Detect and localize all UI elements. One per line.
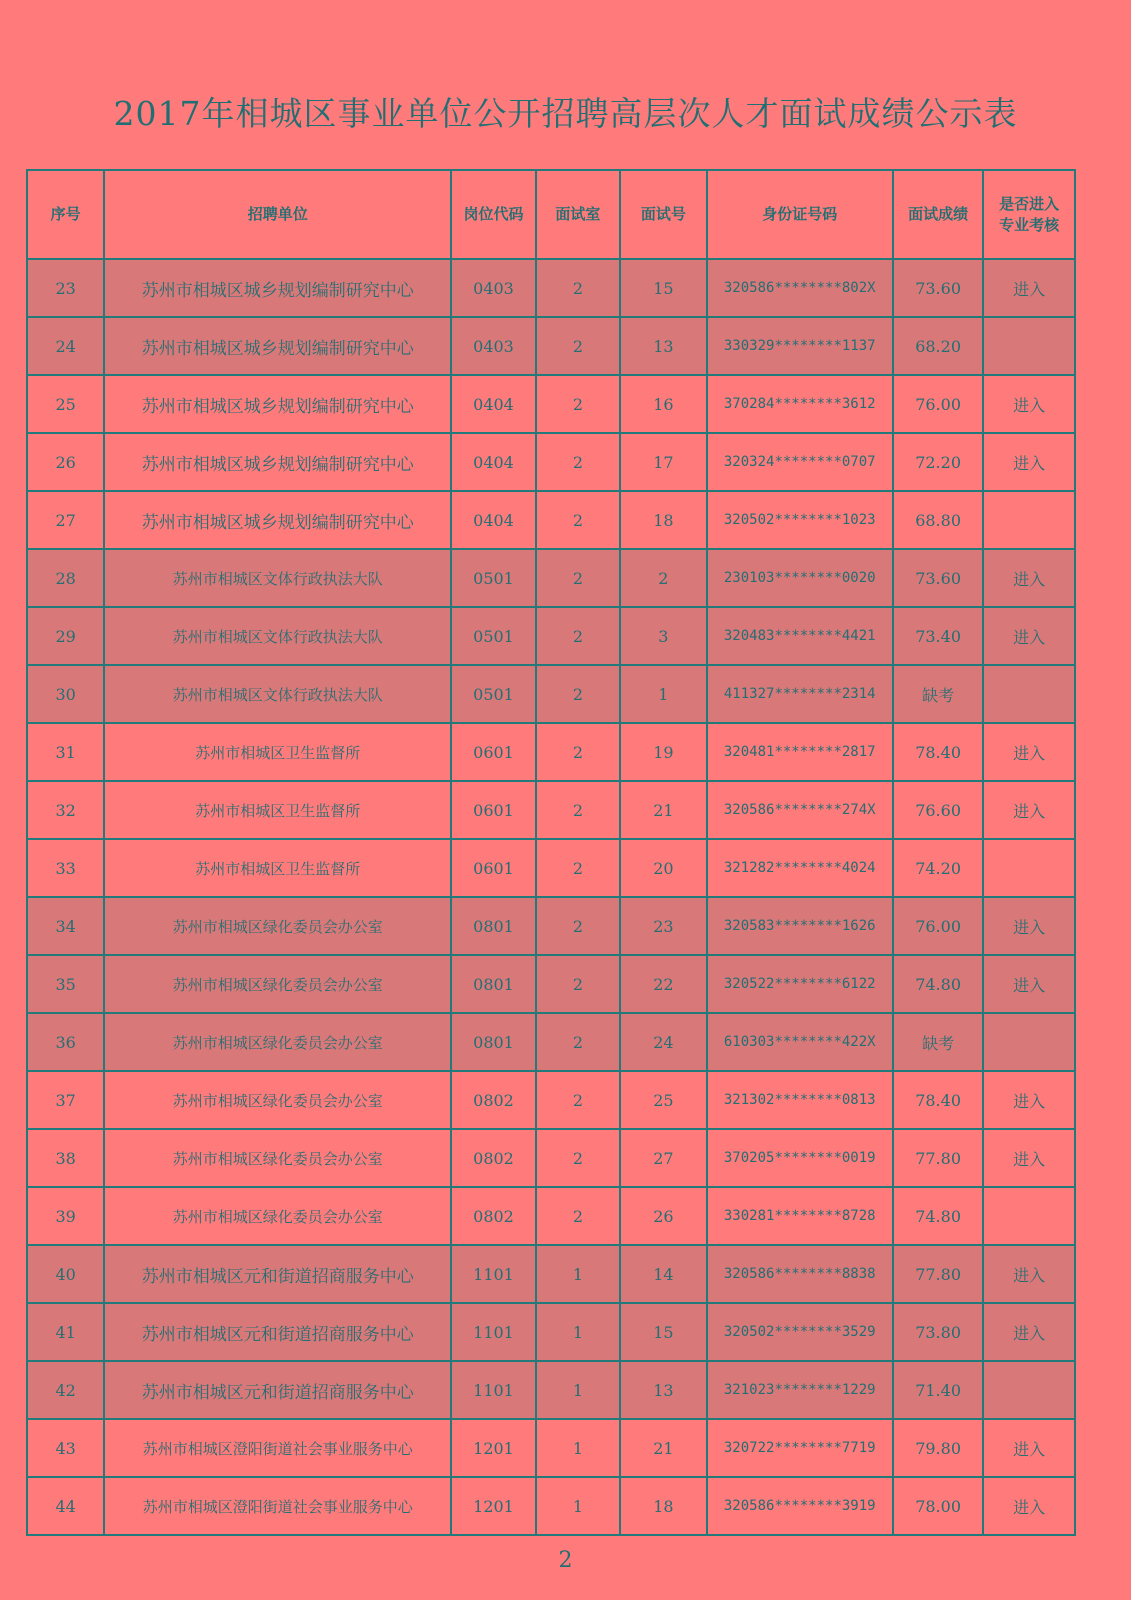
cell-interview-room: 2 [536,491,620,549]
cell-interview-room: 2 [536,1013,620,1071]
table-row [27,1013,1075,1071]
cell-score: 78.00 [893,1477,984,1535]
cell-interview-room: 1 [536,1477,620,1535]
header-unit: 招聘单位 [104,170,451,259]
cell-interview-room: 1 [536,1361,620,1419]
cell-serial: 41 [27,1303,104,1361]
table-row [27,375,1075,433]
cell-unit: 苏州市相城区城乡规划编制研究中心 [104,259,451,317]
cell-interview-room: 2 [536,839,620,897]
cell-score: 缺考 [893,665,984,723]
cell-unit: 苏州市相城区元和街道招商服务中心 [104,1361,451,1419]
cell-serial: 43 [27,1419,104,1477]
results-table [26,169,1076,1536]
table-body [27,259,1075,1535]
cell-position-code: 0601 [451,723,535,781]
cell-position-code: 1201 [451,1419,535,1477]
cell-serial: 28 [27,549,104,607]
cell-serial: 33 [27,839,104,897]
cell-position-code: 1101 [451,1303,535,1361]
cell-interview-room: 2 [536,1187,620,1245]
cell-position-code: 0801 [451,955,535,1013]
cell-unit: 苏州市相城区文体行政执法大队 [104,549,451,607]
cell-advance [983,1187,1075,1245]
cell-serial: 42 [27,1361,104,1419]
cell-unit: 苏州市相城区元和街道招商服务中心 [104,1245,451,1303]
cell-unit: 苏州市相城区绿化委员会办公室 [104,1129,451,1187]
cell-score: 73.40 [893,607,984,665]
cell-advance [983,839,1075,897]
cell-position-code: 0601 [451,781,535,839]
cell-id-number: 320586********274X [707,781,893,839]
page-number: 2 [558,1548,573,1573]
header-interview-number: 面试号 [620,170,706,259]
cell-interview-number: 1 [620,665,706,723]
cell-id-number: 411327********2314 [707,665,893,723]
table-row [27,665,1075,723]
cell-advance: 进入 [983,897,1075,955]
table-row [27,1129,1075,1187]
cell-interview-room: 2 [536,723,620,781]
cell-interview-number: 3 [620,607,706,665]
cell-interview-room: 2 [536,665,620,723]
cell-advance: 进入 [983,1071,1075,1129]
cell-serial: 23 [27,259,104,317]
cell-position-code: 0501 [451,549,535,607]
cell-serial: 29 [27,607,104,665]
cell-interview-number: 16 [620,375,706,433]
header-position-code: 岗位代码 [451,170,535,259]
cell-advance: 进入 [983,781,1075,839]
cell-interview-number: 26 [620,1187,706,1245]
cell-unit: 苏州市相城区城乡规划编制研究中心 [104,491,451,549]
cell-unit: 苏州市相城区卫生监督所 [104,723,451,781]
cell-serial: 40 [27,1245,104,1303]
page-title: 2017年相城区事业单位公开招聘高层次人才面试成绩公示表 [113,94,1018,133]
cell-serial: 30 [27,665,104,723]
cell-unit: 苏州市相城区绿化委员会办公室 [104,1071,451,1129]
cell-position-code: 0403 [451,317,535,375]
cell-id-number: 370205********0019 [707,1129,893,1187]
table-row [27,781,1075,839]
cell-interview-number: 15 [620,1303,706,1361]
table-row [27,1477,1075,1535]
cell-interview-number: 25 [620,1071,706,1129]
cell-id-number: 320502********3529 [707,1303,893,1361]
cell-score: 78.40 [893,723,984,781]
cell-unit: 苏州市相城区城乡规划编制研究中心 [104,375,451,433]
cell-serial: 31 [27,723,104,781]
cell-position-code: 0404 [451,491,535,549]
cell-id-number: 370284********3612 [707,375,893,433]
cell-interview-room: 2 [536,549,620,607]
header-score: 面试成绩 [893,170,984,259]
cell-serial: 32 [27,781,104,839]
cell-interview-number: 15 [620,259,706,317]
cell-interview-number: 21 [620,781,706,839]
cell-serial: 26 [27,433,104,491]
cell-position-code: 0801 [451,897,535,955]
cell-id-number: 320586********802X [707,259,893,317]
cell-score: 76.60 [893,781,984,839]
cell-score: 79.80 [893,1419,984,1477]
cell-serial: 44 [27,1477,104,1535]
cell-score: 77.80 [893,1129,984,1187]
cell-id-number: 320586********3919 [707,1477,893,1535]
header-id-number: 身份证号码 [707,170,893,259]
cell-serial: 38 [27,1129,104,1187]
cell-advance: 进入 [983,955,1075,1013]
cell-score: 73.80 [893,1303,984,1361]
table-row [27,897,1075,955]
cell-interview-number: 13 [620,317,706,375]
cell-serial: 24 [27,317,104,375]
cell-score: 68.80 [893,491,984,549]
cell-unit: 苏州市相城区文体行政执法大队 [104,665,451,723]
cell-interview-number: 22 [620,955,706,1013]
cell-score: 76.00 [893,375,984,433]
cell-id-number: 320586********8838 [707,1245,893,1303]
table-row [27,607,1075,665]
cell-interview-room: 2 [536,317,620,375]
cell-advance: 进入 [983,1477,1075,1535]
cell-interview-number: 13 [620,1361,706,1419]
cell-score: 78.40 [893,1071,984,1129]
cell-position-code: 0403 [451,259,535,317]
cell-serial: 37 [27,1071,104,1129]
cell-score: 73.60 [893,259,984,317]
cell-id-number: 321302********0813 [707,1071,893,1129]
cell-interview-number: 21 [620,1419,706,1477]
table-row [27,1071,1075,1129]
cell-advance [983,665,1075,723]
cell-advance [983,1361,1075,1419]
cell-unit: 苏州市相城区城乡规划编制研究中心 [104,433,451,491]
cell-advance: 进入 [983,259,1075,317]
cell-advance: 进入 [983,1419,1075,1477]
cell-advance: 进入 [983,1245,1075,1303]
cell-unit: 苏州市相城区元和街道招商服务中心 [104,1303,451,1361]
cell-interview-number: 14 [620,1245,706,1303]
cell-advance: 进入 [983,433,1075,491]
cell-advance: 进入 [983,1303,1075,1361]
table-row [27,259,1075,317]
table-row [27,1303,1075,1361]
cell-interview-number: 17 [620,433,706,491]
cell-id-number: 320522********6122 [707,955,893,1013]
cell-interview-room: 1 [536,1303,620,1361]
cell-id-number: 610303********422X [707,1013,893,1071]
table-row [27,433,1075,491]
cell-interview-room: 2 [536,375,620,433]
cell-advance: 进入 [983,1129,1075,1187]
table-header-row [27,170,1075,259]
cell-interview-room: 2 [536,607,620,665]
table-row [27,839,1075,897]
cell-position-code: 0601 [451,839,535,897]
cell-id-number: 320722********7719 [707,1419,893,1477]
cell-interview-room: 2 [536,781,620,839]
cell-interview-number: 19 [620,723,706,781]
header-serial: 序号 [27,170,104,259]
cell-id-number: 330329********1137 [707,317,893,375]
header-advance [983,170,1075,259]
cell-score: 74.20 [893,839,984,897]
cell-advance: 进入 [983,549,1075,607]
cell-position-code: 0404 [451,375,535,433]
cell-advance [983,317,1075,375]
cell-unit: 苏州市相城区澄阳街道社会事业服务中心 [104,1477,451,1535]
cell-position-code: 0501 [451,607,535,665]
cell-interview-number: 18 [620,491,706,549]
cell-score: 73.60 [893,549,984,607]
cell-unit: 苏州市相城区卫生监督所 [104,781,451,839]
cell-position-code: 0404 [451,433,535,491]
cell-id-number: 320324********0707 [707,433,893,491]
cell-id-number: 320583********1626 [707,897,893,955]
cell-serial: 39 [27,1187,104,1245]
cell-advance [983,1013,1075,1071]
cell-unit: 苏州市相城区绿化委员会办公室 [104,955,451,1013]
header-interview-room: 面试室 [536,170,620,259]
cell-score: 74.80 [893,1187,984,1245]
cell-interview-number: 2 [620,549,706,607]
cell-score: 71.40 [893,1361,984,1419]
cell-id-number: 321282********4024 [707,839,893,897]
table-row [27,1361,1075,1419]
cell-position-code: 1101 [451,1245,535,1303]
cell-interview-room: 2 [536,955,620,1013]
cell-position-code: 0802 [451,1129,535,1187]
cell-interview-room: 2 [536,1071,620,1129]
cell-unit: 苏州市相城区绿化委员会办公室 [104,1013,451,1071]
table-row [27,723,1075,781]
cell-position-code: 0501 [451,665,535,723]
cell-score: 77.80 [893,1245,984,1303]
cell-score: 74.80 [893,955,984,1013]
table-row [27,1187,1075,1245]
cell-id-number: 230103********0020 [707,549,893,607]
cell-score: 76.00 [893,897,984,955]
cell-advance: 进入 [983,375,1075,433]
cell-id-number: 320483********4421 [707,607,893,665]
cell-interview-room: 2 [536,433,620,491]
header-advance-label: 是否进入专业考核 [999,194,1060,234]
cell-interview-number: 23 [620,897,706,955]
cell-unit: 苏州市相城区澄阳街道社会事业服务中心 [104,1419,451,1477]
cell-id-number: 321023********1229 [707,1361,893,1419]
cell-position-code: 1101 [451,1361,535,1419]
cell-serial: 27 [27,491,104,549]
cell-unit: 苏州市相城区文体行政执法大队 [104,607,451,665]
table-row [27,955,1075,1013]
cell-interview-room: 1 [536,1245,620,1303]
cell-score: 68.20 [893,317,984,375]
cell-serial: 25 [27,375,104,433]
cell-unit: 苏州市相城区卫生监督所 [104,839,451,897]
cell-position-code: 0802 [451,1071,535,1129]
cell-position-code: 1201 [451,1477,535,1535]
cell-interview-number: 24 [620,1013,706,1071]
cell-interview-room: 2 [536,1129,620,1187]
cell-score: 72.20 [893,433,984,491]
cell-interview-number: 20 [620,839,706,897]
cell-unit: 苏州市相城区绿化委员会办公室 [104,1187,451,1245]
cell-id-number: 330281********8728 [707,1187,893,1245]
cell-unit: 苏州市相城区城乡规划编制研究中心 [104,317,451,375]
table-row [27,549,1075,607]
cell-serial: 35 [27,955,104,1013]
cell-interview-number: 27 [620,1129,706,1187]
cell-position-code: 0802 [451,1187,535,1245]
cell-serial: 36 [27,1013,104,1071]
table-row [27,491,1075,549]
cell-advance [983,491,1075,549]
cell-advance: 进入 [983,607,1075,665]
cell-score: 缺考 [893,1013,984,1071]
cell-interview-number: 18 [620,1477,706,1535]
cell-interview-room: 1 [536,1419,620,1477]
cell-advance: 进入 [983,723,1075,781]
table-row [27,1419,1075,1477]
cell-id-number: 320502********1023 [707,491,893,549]
cell-interview-room: 2 [536,259,620,317]
cell-position-code: 0801 [451,1013,535,1071]
cell-serial: 34 [27,897,104,955]
cell-interview-room: 2 [536,897,620,955]
cell-unit: 苏州市相城区绿化委员会办公室 [104,897,451,955]
table-row [27,1245,1075,1303]
cell-id-number: 320481********2817 [707,723,893,781]
table-row [27,317,1075,375]
